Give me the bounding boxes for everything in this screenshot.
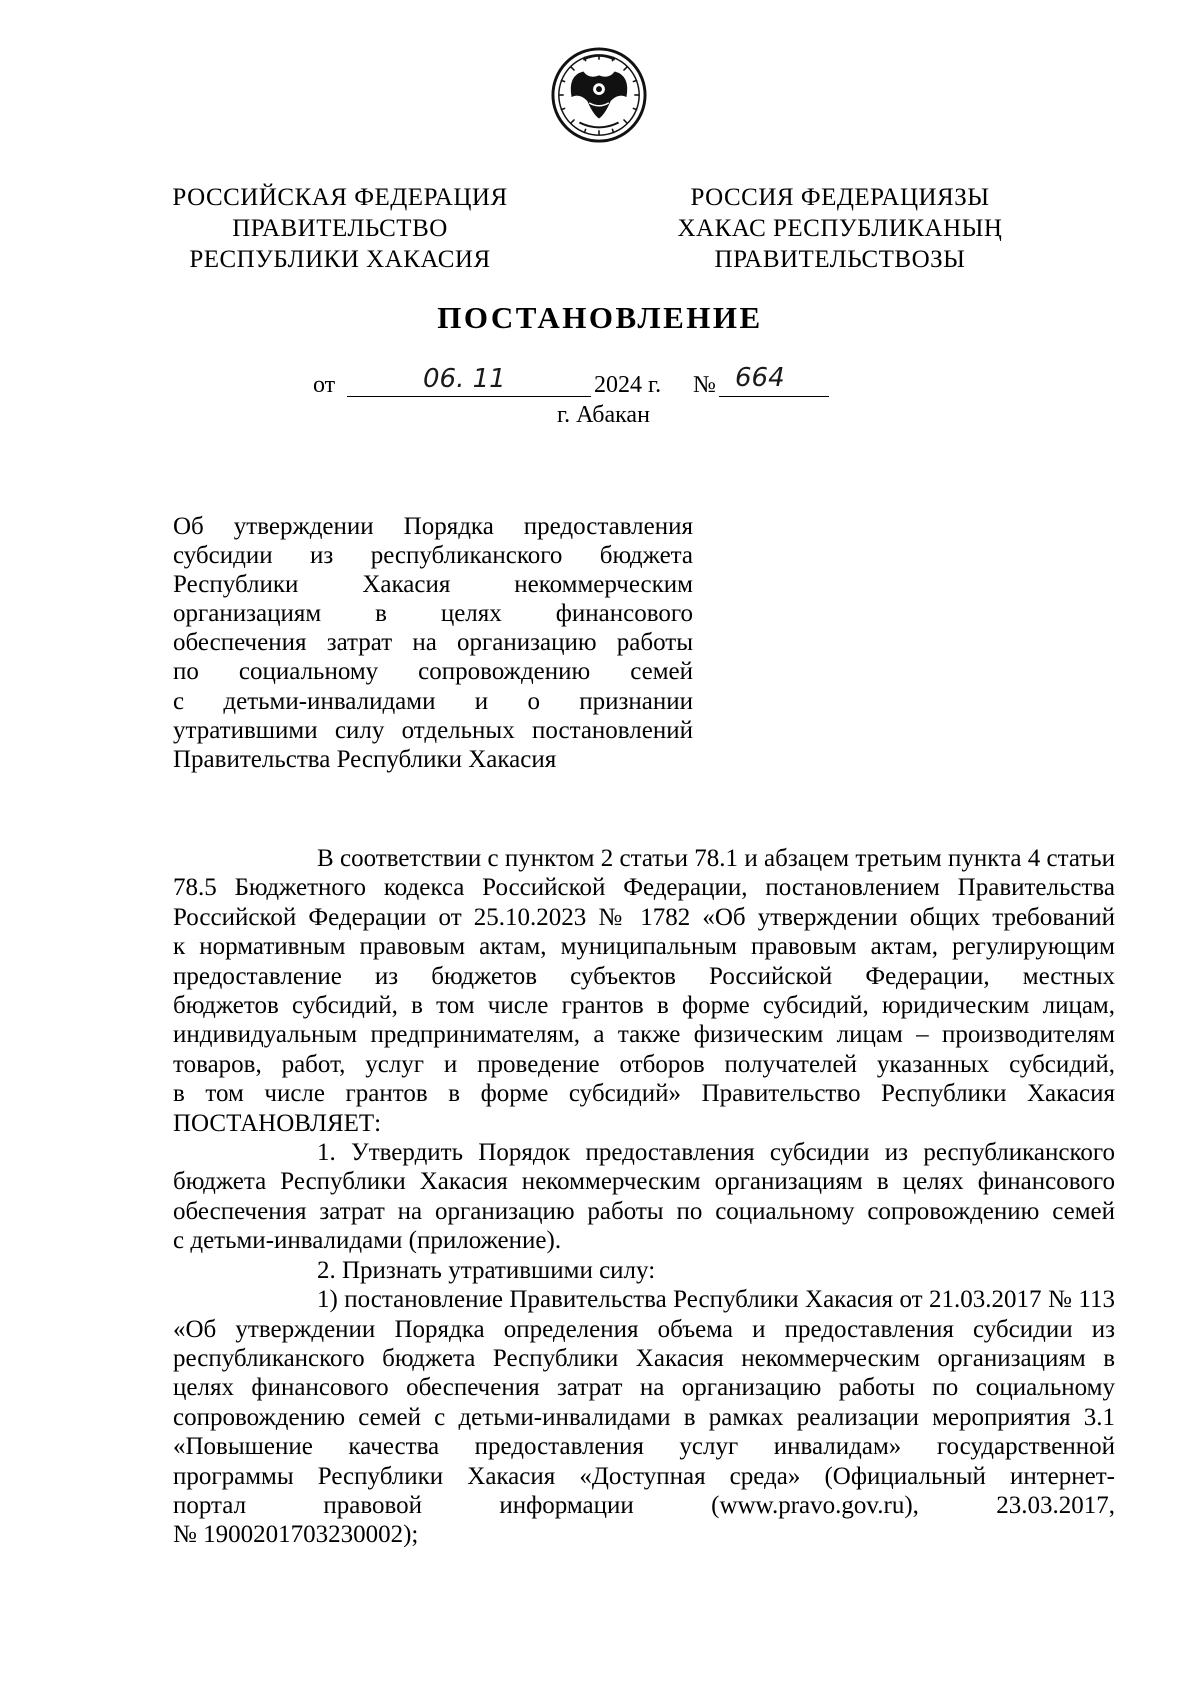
body-line: В соответствии с пунктом 2 статьи 78.1 и абзацем третьим пункта 4 статьи xyxy=(317,845,1115,872)
body-line: «Об утверждении Порядка определения объема и предоставления субсидии из xyxy=(173,1315,1115,1343)
header-right-line-2: ХАКАС РЕСПУБЛИКАНЫҢ xyxy=(677,215,1003,242)
body-line: республиканского бюджета Республики Хакасия некоммерческим организациям в xyxy=(173,1344,1115,1372)
number-label: № xyxy=(693,372,716,398)
date-underline xyxy=(347,396,591,397)
body-line: товаров, работ, услуг и проведение отборов получателей указанных субсидий, xyxy=(173,1050,1115,1078)
body-line: обеспечения затрат на организацию работы по социальному сопровождению семей xyxy=(173,1197,1115,1225)
date-number-line xyxy=(313,363,913,402)
document-subject xyxy=(173,512,693,774)
body-line: бюджетов субсидий, в том числе грантов в форме субсидий, юридическим лицам, xyxy=(173,992,1115,1020)
body-line: Российской Федерации от 25.10.2023 № 1782 «Об утверждении общих требований xyxy=(173,903,1115,931)
body-line: бюджета Республики Хакасия некоммерческим организациям в целях финансового xyxy=(173,1168,1115,1196)
subject-line: Об утверждении Порядка предоставления xyxy=(173,513,693,540)
subject-line: утратившими силу отдельных постановлений xyxy=(173,716,693,744)
document-body xyxy=(173,844,1115,1550)
header-khakas xyxy=(660,182,1020,275)
body-line: предоставление из бюджетов субъектов Российской Федерации, местных xyxy=(173,962,1115,990)
body-line: 78.5 Бюджетного кодекса Российской Федерации, постановлением Правительства xyxy=(173,874,1115,902)
handwritten-date: 06. 11 xyxy=(423,364,506,394)
body-line: целях финансового обеспечения затрат на организацию работы по социальному xyxy=(173,1374,1115,1402)
subject-line: организациям в целях финансового xyxy=(173,600,693,628)
body-line: № 1900201703230002); xyxy=(173,1521,419,1549)
body-line: программы Республики Хакасия «Доступная среда» (Официальный интернет- xyxy=(173,1462,1115,1490)
subject-line: по социальному сопровождению семей xyxy=(173,658,693,686)
header-right-line-3: ПРАВИТЕЛЬСТВОЗЫ xyxy=(714,246,966,273)
date-prefix: от xyxy=(313,372,336,398)
coat-of-arms-emblem xyxy=(550,46,648,144)
body-line: с детьми-инвалидами (приложение). xyxy=(173,1227,562,1255)
city-name: г. Абакан xyxy=(557,402,650,428)
subject-line: обеспечения затрат на организацию работы xyxy=(173,629,693,657)
header-left-line-1: РОССИЙСКАЯ ФЕДЕРАЦИЯ xyxy=(172,184,508,211)
body-line: сопровождению семей с детьми-инвалидами в рамках реализации мероприятия 3.1 xyxy=(173,1403,1115,1431)
header-russian xyxy=(160,182,520,275)
body-line: к нормативным правовым актам, муниципальным правовым актам, регулирующим xyxy=(173,933,1115,961)
subject-line: с детьми-инвалидами и о признании xyxy=(173,687,693,715)
body-line: 2. Признать утратившими силу: xyxy=(317,1256,656,1284)
handwritten-number: 664 xyxy=(735,363,785,393)
subject-line: Правительства Республики Хакасия xyxy=(173,745,557,773)
subject-line: Республики Хакасия некоммерческим xyxy=(173,571,693,599)
body-line: портал правовой информации (www.pravo.gov.ru), 23.03.2017, xyxy=(173,1491,1115,1519)
header-right-line-1: РОССИЯ ФЕДЕРАЦИЯЗЫ xyxy=(690,184,990,211)
body-line: в том числе грантов в форме субсидий» Правительство Республики Хакасия xyxy=(173,1080,1115,1108)
body-line: индивидуальным предпринимателям, а также физическим лицам – производителям xyxy=(173,1021,1115,1049)
date-year: 2024 г. xyxy=(594,372,662,398)
body-line: 1) постановление Правительства Республики Хакасия от 21.03.2017 № 113 xyxy=(317,1286,1115,1314)
number-underline xyxy=(719,396,829,397)
header-left-line-3: РЕСПУБЛИКИ ХАКАСИЯ xyxy=(189,246,491,273)
subject-line: субсидии из республиканского бюджета xyxy=(173,542,693,570)
body-line: ПОСТАНОВЛЯЕТ: xyxy=(173,1109,382,1137)
document-type-title: ПОСТАНОВЛЕНИЕ xyxy=(437,300,763,335)
body-line: 1. Утвердить Порядок предоставления субсидии из республиканского xyxy=(317,1139,1115,1167)
body-line: «Повышение качества предоставления услуг инвалидам» государственной xyxy=(173,1433,1115,1461)
header-left-line-2: ПРАВИТЕЛЬСТВО xyxy=(232,215,448,242)
